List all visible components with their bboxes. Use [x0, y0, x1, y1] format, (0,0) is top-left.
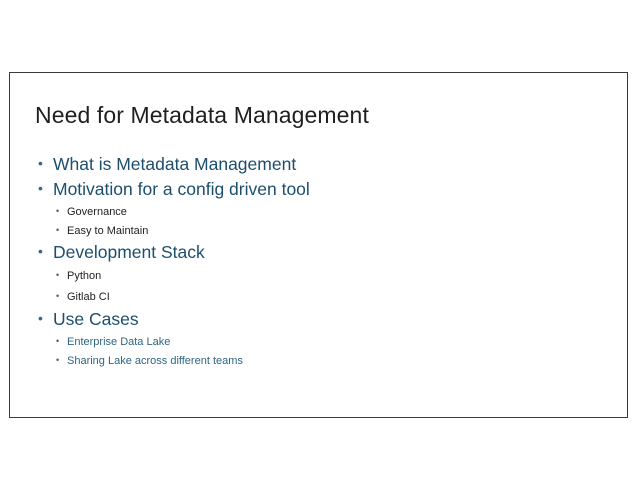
slide-frame	[9, 72, 628, 418]
bullet-what-is-metadata-management: • What is Metadata Management	[53, 154, 296, 175]
bullet-motivation: • Motivation for a config driven tool	[53, 179, 310, 200]
sub-bullet-gitlab-ci: • Gitlab CI	[67, 291, 110, 303]
sub-bullet-sharing-lake: • Sharing Lake across different teams	[67, 355, 243, 367]
sub-bullet-governance: • Governance	[67, 206, 127, 218]
bullet-development-stack: • Development Stack	[53, 242, 205, 263]
sub-bullet-easy-to-maintain: • Easy to Maintain	[67, 225, 148, 237]
sub-bullet-python: • Python	[67, 270, 101, 282]
bullet-use-cases: • Use Cases	[53, 309, 139, 330]
sub-bullet-enterprise-data-lake: • Enterprise Data Lake	[67, 336, 170, 348]
slide-title: Need for Metadata Management	[35, 102, 369, 128]
